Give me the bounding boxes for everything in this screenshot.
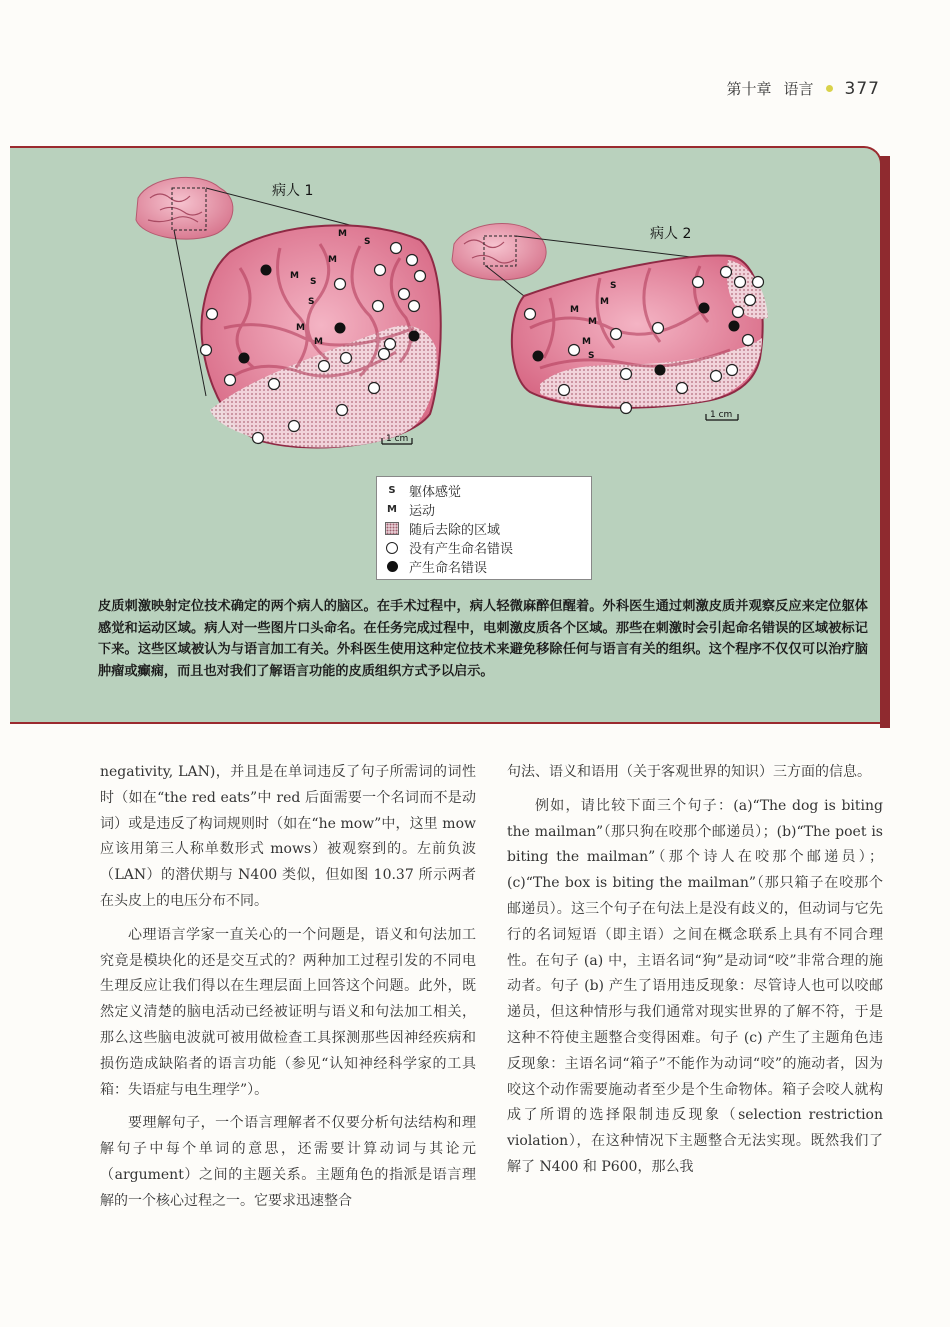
hatch-swatch-icon <box>385 522 399 535</box>
marker-m: M <box>588 317 597 327</box>
marker-m: M <box>314 337 323 347</box>
legend-symbol-m: M <box>387 504 397 515</box>
legend-label: 随后去除的区域 <box>409 523 501 538</box>
legend-item-error <box>385 557 583 576</box>
scale-label-1: 1 cm <box>386 434 409 444</box>
cortex-patient-2 <box>512 255 768 407</box>
filled-circle-icon <box>387 561 398 572</box>
figure-legend <box>376 476 592 580</box>
brain-thumbnail-2 <box>452 223 546 280</box>
scale-bar-2 <box>706 410 738 420</box>
chapter-label: 第十章 <box>726 80 772 98</box>
header-dot-icon <box>826 85 833 92</box>
figure-caption: 皮质刺激映射定位技术确定的两个病人的脑区。在手术过程中，病人轻微麻醉但醒着。外科医生通过刺激皮质并观察反应来定位躯体感觉和运动区域。病人对一些图片口头命名。在任务完成过程中，电刺激皮质各个区域。那些在刺激时会引起命名错误的区域被标记下来。这些区域被认为与语言加工有关。外科医生使用这种定位技术来避免移除任何与语言有关的组织。这个程序不仅仅可以治疗脑肿瘤或癫痫，而且也对我们了解语言功能的皮质组织方式予以启示。 <box>98 599 868 679</box>
paragraph: negativity, LAN)，并且是在单词违反了句子所需词的词性时（如在“the red eats”中 red 后面需要一个名词而不是动词）或是违反了构词规则时（如在“he mow”中，这里 mow 应该用第三人称单数形式 mows）被观察到的。左前负波（LAN）的潜伏期与 N400 类似，但如图 10.37 所示两者在头皮上的电压分布不同。 <box>100 764 476 909</box>
patient1-label: 病人 1 <box>272 183 314 199</box>
marker-s: S <box>310 277 317 287</box>
figure-box <box>10 146 882 724</box>
paragraph: 例如，请比较下面三个句子：(a)“The dog is biting the mailman”（那只狗在咬那个邮递员）；(b)“The poet is biting the mailman”（那个诗人在咬那个邮递员）；(c)“The box is biting the mailman”（那只箱子在咬那个邮递员）。这三个句子在句法上是没有歧义的，但动词与它先行的名词短语（即主语）之间在概念联系上具有不同合理性。在句子 (a) 中，主语名词“狗”是动词“咬”非常合理的施动者。句子 (b) 产生了语用违反现象：尽管诗人也可以咬邮递员，但这种情形与我们通常对现实世界的了解不符，于是这种不符使主题整合变得困难。句子 (c) 产生了主题角色违反现象：主语名词“箱子”不能作为动词“咬”的施动者，因为咬这个动作需要施动者至少是个生命物体。箱子会咬人就构成了所谓的选择限制违反现象（selection restriction violation），在这种情况下主题整合无法实现。既然我们了解了 N400 和 P600，那么我 <box>507 797 883 1175</box>
legend-label: 躯体感觉 <box>409 485 462 500</box>
marker-m: M <box>582 337 591 347</box>
body-column-left <box>100 760 476 1215</box>
section-label: 语言 <box>783 80 814 98</box>
legend-item-no-error <box>385 538 583 557</box>
paragraph: 心理语言学家一直关心的一个问题是，语义和句法加工究竟是模块化的还是交互式的？两种加工过程引发的不同电生理反应让我们得以在生理层面上回答这个问题。此外，既然定义清楚的脑电活动已经被证明与语义和句法加工相关，那么这些脑电波就可被用做检查工具探测那些因神经疾病和损伤造成缺陷者的语言功能（参见“认知神经科学家的工具箱：失语症与电生理学”）。 <box>100 926 476 1098</box>
running-head <box>727 78 880 99</box>
marker-s: S <box>364 237 371 247</box>
marker-m: M <box>290 271 299 281</box>
legend-symbol-s: S <box>388 485 396 496</box>
marker-m: M <box>600 297 609 307</box>
brain-thumbnail-1 <box>136 177 233 239</box>
legend-label: 产生命名错误 <box>409 561 488 576</box>
marker-m: M <box>328 255 337 265</box>
page-number: 377 <box>844 78 880 99</box>
paragraph: 要理解句子，一个语言理解者不仅要分析句法结构和理解句子中每个单词的意思，还需要计算动词与其论元（argument）之间的主题关系。主题角色的指派是语言理解的一个核心过程之一。它要求迅速整合 <box>100 1115 476 1209</box>
figure-shadow <box>880 156 890 728</box>
marker-s: S <box>610 281 617 291</box>
patient2-label: 病人 2 <box>650 226 692 242</box>
legend-item-somatosensory <box>385 481 583 500</box>
legend-label: 没有产生命名错误 <box>409 542 514 557</box>
body-column-right <box>507 760 883 1181</box>
open-circle-icon <box>386 542 398 554</box>
marker-s: S <box>588 351 595 361</box>
marker-s: S <box>308 297 315 307</box>
scale-label-2: 1 cm <box>710 410 733 420</box>
legend-label: 运动 <box>409 504 436 519</box>
legend-item-removed-region <box>385 519 583 538</box>
marker-m: M <box>570 305 579 315</box>
marker-m: M <box>338 229 347 239</box>
marker-m: M <box>296 323 305 333</box>
paragraph: 句法、语义和语用（关于客观世界的知识）三方面的信息。 <box>507 764 871 780</box>
scale-bar-1 <box>382 434 412 444</box>
legend-item-motor <box>385 500 583 519</box>
